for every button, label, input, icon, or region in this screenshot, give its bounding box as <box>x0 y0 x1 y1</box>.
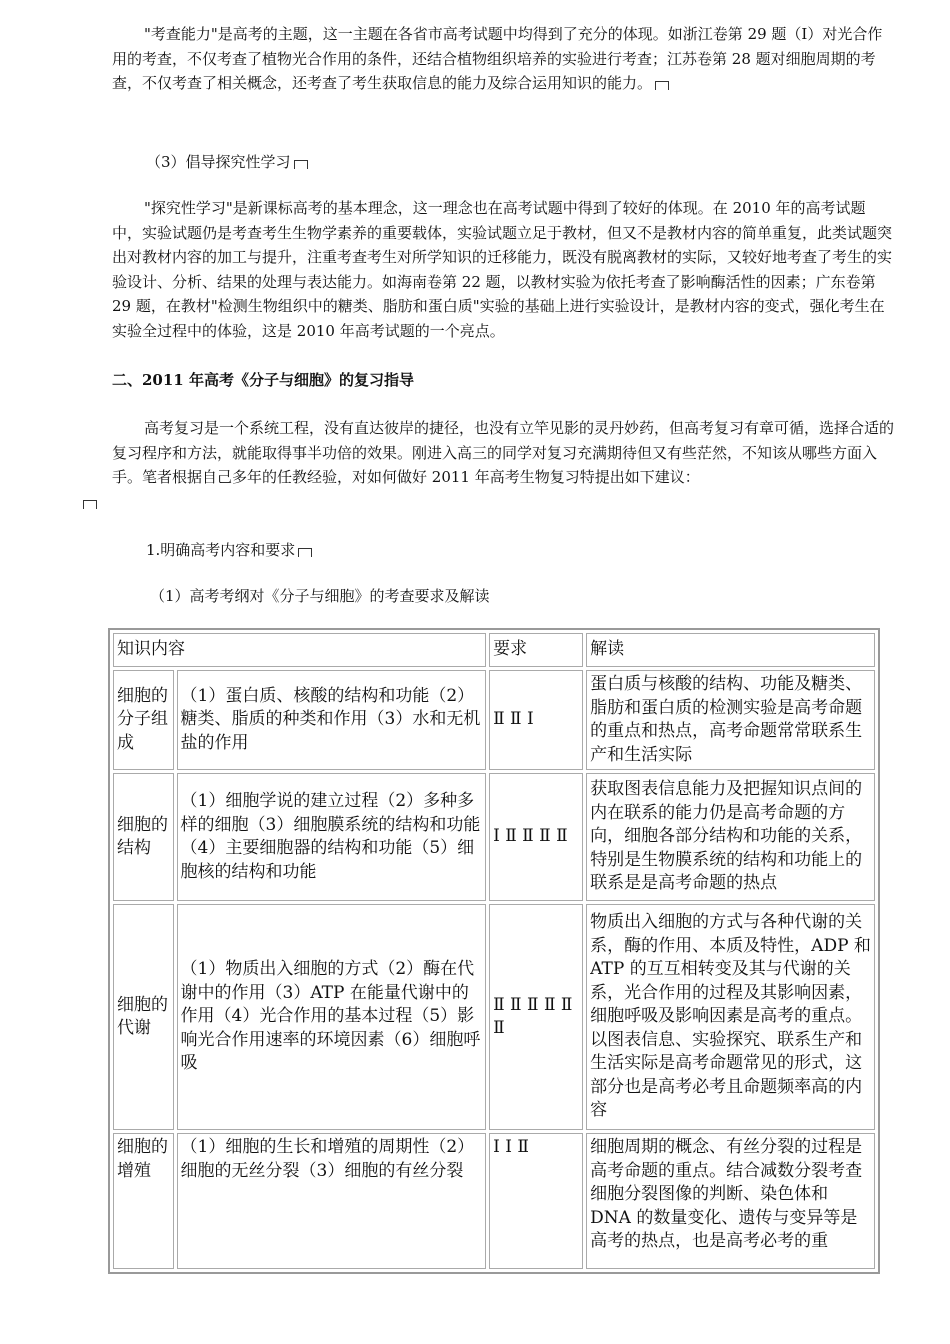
syllabus-table <box>108 628 880 1274</box>
paragraph-return-icon <box>294 160 308 169</box>
row-interpretation: 细胞周期的概念、有丝分裂的过程是高考命题的重点。结合减数分裂考查细胞分裂图像的判断、染色体和 DNA 的数量变化、遗传与变异等是高考的热点，也是高考必考的重 <box>586 1133 875 1269</box>
row-interpretation: 获取图表信息能力及把握知识点间的内在联系的能力仍是高考命题的方向，细胞各部分结构和功能的关系，特别是生物膜系统的结构和功能上的联系是是高考命题的热点 <box>586 773 875 901</box>
row-interpretation: 蛋白质与核酸的结构、功能及糖类、脂肪和蛋白质的检测实验是高考命题的重点和热点，高考命题常常联系生产和生活实际 <box>586 670 875 770</box>
row-category: 细胞的增殖 <box>113 1133 174 1269</box>
row-requirement: Ⅰ Ⅰ Ⅱ <box>489 1133 583 1269</box>
row-content: （1）蛋白质、核酸的结构和功能（2）糖类、脂质的种类和作用（3）水和无机盐的作用 <box>177 670 487 770</box>
paragraph-return-icon <box>655 81 669 90</box>
row-content: （1）细胞学说的建立过程（2）多种多样的细胞（3）细胞膜系统的结构和功能（4）主要细胞器的结构和功能（5）细胞核的结构和功能 <box>177 773 487 901</box>
paragraph-inquiry-learning: "探究性学习"是新课标高考的基本理念，这一理念也在高考试题中得到了较好的体现。在 2010 年的高考试题中，实验试题仍是考查考生生物学素养的重要载体，实验试题立足于教材，但又不是教材内容的简单重复，此类试题突出对教材内容的加工与提升，注重考查考生对所学知识的迁移能力，既没有脱离教材的实际，又较好地考查了考生的实验设计、分析、结果的处理与表达能力。如海南卷第 22 题，以教材实验为依托考查了影响酶活性的因素；广东卷第 29 题，在教材"检测生物组织中的糖类、脂肪和蛋白质"实验的基础上进行实验设计，是教材内容的变式，强化考生在实验全过程中的体验，这是 2010 年高考试题的一个亮点。 <box>112 199 893 340</box>
section-inquiry-learning: （3）倡导探究性学习 <box>146 150 846 175</box>
table-row <box>113 670 875 770</box>
paragraph-exam-ability: "考查能力"是高考的主题，这一主题在各省市高考试题中均得到了充分的体现。如浙江卷第 29 题（Ⅰ）对光合作用的考查，不仅考查了植物光合作用的条件，还结合植物组织培养的实验进行考查；江苏卷第 28 题对细胞周期的考查，不仅考查了相关概念，还考查了考生获取信息的能力及综合运用知识的能力。 <box>112 25 883 92</box>
table-header-row <box>113 633 875 667</box>
row-requirement: Ⅱ Ⅱ Ⅰ <box>489 670 583 770</box>
paragraph-return-icon <box>298 548 312 557</box>
row-requirement: Ⅱ Ⅱ Ⅱ Ⅱ Ⅱ Ⅱ <box>489 904 583 1130</box>
item-exam-requirements: 1.明确高考内容和要求 <box>146 538 846 563</box>
paragraph-return-icon <box>83 500 97 509</box>
header-knowledge-content: 知识内容 <box>113 633 486 667</box>
row-category: 细胞的代谢 <box>113 904 174 1130</box>
table-row <box>113 773 875 901</box>
row-requirement: Ⅰ Ⅱ Ⅱ Ⅱ Ⅱ <box>489 773 583 901</box>
table-caption: （1）高考考纲对《分子与细胞》的考查要求及解读 <box>150 587 490 605</box>
section-heading: 二、2011 年高考《分子与细胞》的复习指导 <box>112 371 414 389</box>
row-category: 细胞的分子组成 <box>113 670 174 770</box>
row-interpretation: 物质出入细胞的方式与各种代谢的关系，酶的作用、本质及特性，ADP 和 ATP 的互互相转变及其与代谢的关系，光合作用的过程及其影响因素，细胞呼吸及影响因素是高考的重点。以图表信息、实验探究、联系生产和生活实际是高考命题常见的形式，这部分也是高考必考且命题频率高的内容 <box>586 904 875 1130</box>
row-category: 细胞的结构 <box>113 773 174 901</box>
header-interpretation: 解读 <box>586 633 875 667</box>
row-content: （1）物质出入细胞的方式（2）酶在代谢中的作用（3）ATP 在能量代谢中的作用（4）光合作用的基本过程（5）影响光合作用速率的环境因素（6）细胞呼吸 <box>177 904 487 1130</box>
paragraph-review-guide: 高考复习是一个系统工程，没有直达彼岸的捷径，也没有立竿见影的灵丹妙药，但高考复习有章可循，选择合适的复习程序和方法，就能取得事半功倍的效果。刚进入高三的同学对复习充满期待但又有些茫然，不知该从哪些方面入手。笔者根据自己多年的任教经验，对如何做好 2011 年高考生物复习特提出如下建议： <box>112 416 894 514</box>
header-requirement: 要求 <box>489 633 583 667</box>
row-content: （1）细胞的生长和增殖的周期性（2）细胞的无丝分裂（3）细胞的有丝分裂 <box>177 1133 487 1269</box>
table-row <box>113 1133 875 1269</box>
table-row <box>113 904 875 1130</box>
